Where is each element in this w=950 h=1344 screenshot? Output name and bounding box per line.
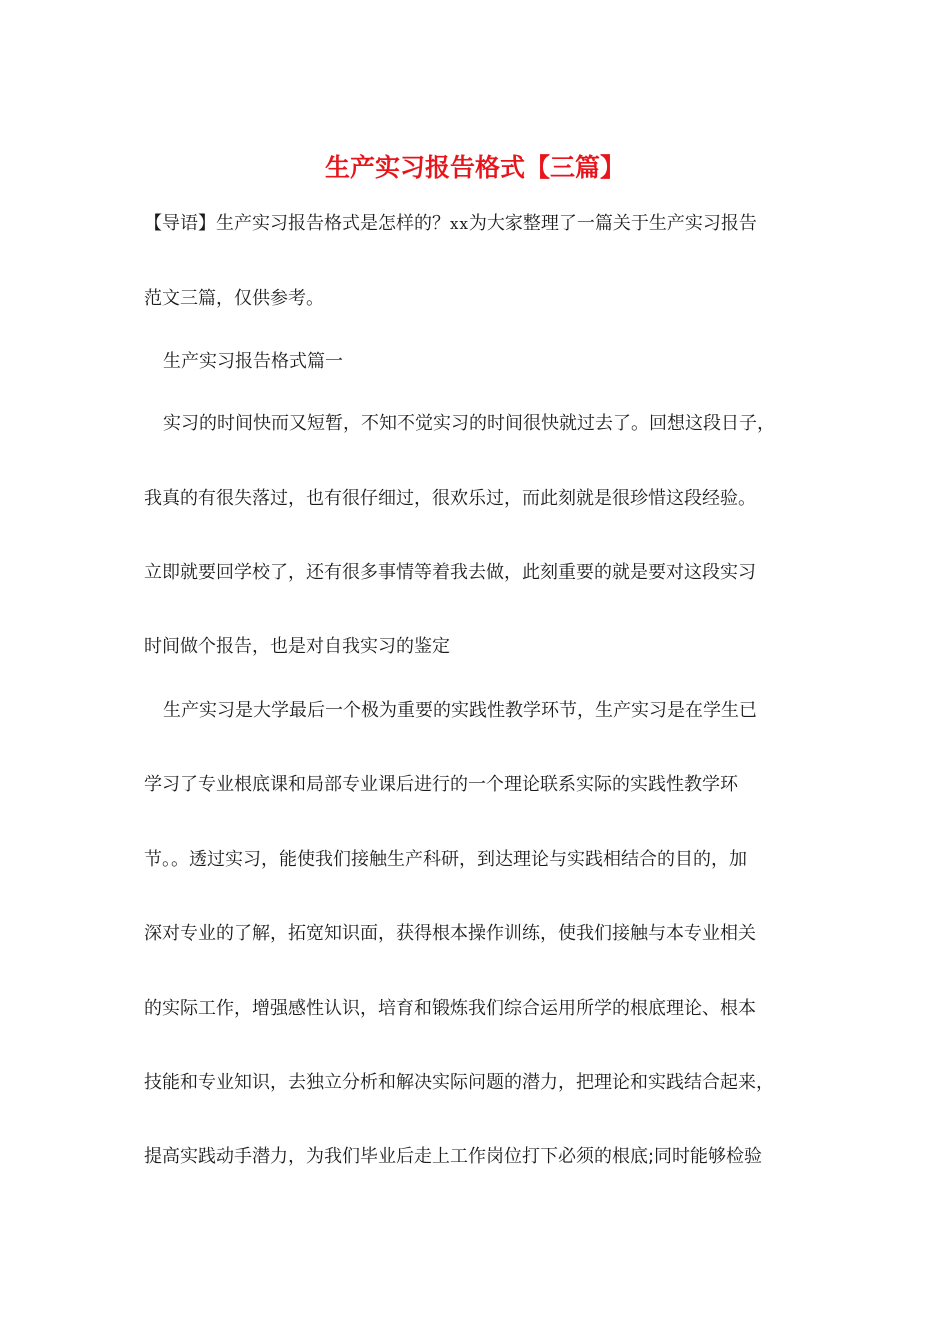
paragraph-2-line-4: 深对专业的了解，拓宽知识面，获得根本操作训练，使我们接触与本专业相关 [144, 923, 756, 944]
paragraph-1-line-2: 我真的有很失落过，也有很仔细过，很欢乐过，而此刻就是很珍惜这段经验。 [144, 488, 756, 509]
intro-line-2: 范文三篇，仅供参考。 [144, 288, 324, 309]
paragraph-2-line-6: 技能和专业知识，去独立分析和解决实际问题的潜力，把理论和实践结合起来， [144, 1072, 774, 1093]
intro-text-a: 【导语】生产实习报告格式是怎样的？ [144, 213, 450, 234]
paragraph-1-line-4: 时间做个报告，也是对自我实习的鉴定 [144, 636, 450, 657]
paragraph-2-line-5: 的实际工作，增强感性认识，培育和锻炼我们综合运用所学的根底理论、根本 [144, 998, 756, 1019]
paragraph-2-line-2: 学习了专业根底课和局部专业课后进行的一个理论联系实际的实践性教学环 [144, 774, 738, 795]
intro-line-1 [144, 209, 814, 239]
paragraph-2-line-7: 提高实践动手潜力，为我们毕业后走上工作岗位打下必须的根底;同时能够检验 [144, 1146, 763, 1167]
section-heading: 生产实习报告格式篇一 [163, 351, 343, 372]
paragraph-1-line-1: 实习的时间快而又短暂，不知不觉实习的时间很快就过去了。回想这段日子， [163, 413, 775, 434]
paragraph-1-line-3: 立即就要回学校了，还有很多事情等着我去做，此刻重要的就是要对这段实习 [144, 562, 756, 583]
intro-placeholder-xx: xx [450, 215, 469, 233]
intro-text-c: 为大家整理了一篇关于生产实习报告 [468, 213, 757, 234]
paragraph-2-line-1: 生产实习是大学最后一个极为重要的实践性教学环节，生产实习是在学生已 [163, 700, 757, 721]
paragraph-2-line-3: 节。。透过实习，能使我们接触生产科研，到达理论与实践相结合的目的，加 [144, 849, 747, 870]
document-title: 生产实习报告格式【三篇】 [324, 153, 625, 182]
